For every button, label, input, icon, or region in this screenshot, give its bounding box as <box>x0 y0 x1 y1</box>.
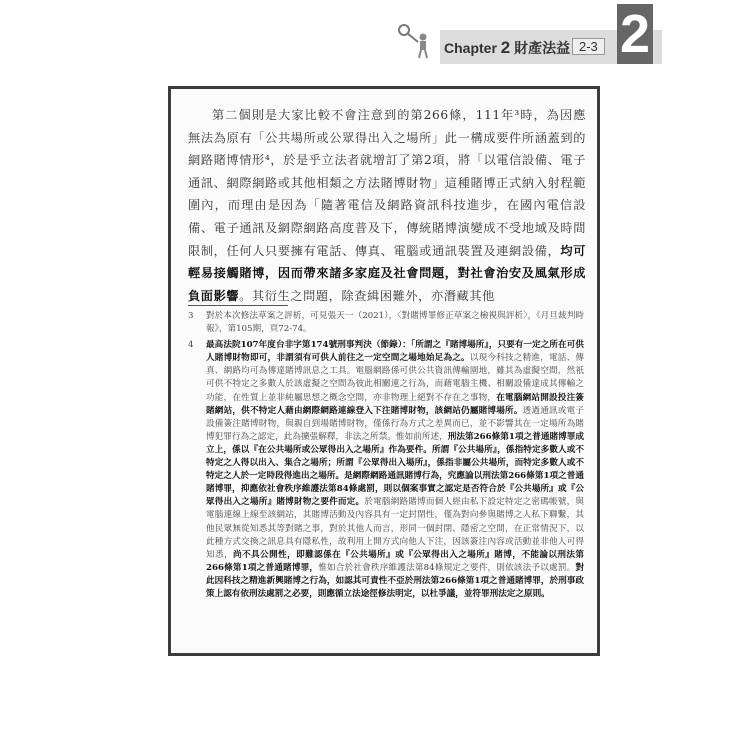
paragraph-bold-text: 均可輕易接觸賭博，因而帶來諸多家庭及社會問題，對社會治安及風氣形成負面影響 <box>188 243 587 303</box>
chapter-number: 2 <box>500 38 511 57</box>
footnote-text <box>206 311 584 334</box>
paragraph-tail-text: 。其衍生之問題，除查緝困難外，亦潛藏其他 <box>239 288 495 303</box>
footnote-segment: 對於本次修法草案之評析，可見張天一（2021），〈對賭博罪修正草案之檢視與評析〉，《月旦裁判時報》，第105期，頁72-74。 <box>206 311 584 335</box>
chapter-tab: 2 <box>617 4 653 64</box>
footnote <box>188 339 584 601</box>
paragraph-text: 第二個則是大家比較不會注意到的第266條，111年³時，為因應無法為原有「公共場所或公眾得出入之場所」此一構成要件所涵蓋到的網路賭博情形⁴，於是乎立法者就增訂了第2項，將「以電信設備、電子通訊、網際網路或其他相類之方法賭博財物」這種賭博正式納入射程範圍內，而理由是因為「隨著電信及網路資訊科技進步，在國內電信設備、電子通訊及網際網路高度普及下，傳統賭博演變成不受地域及時間限制，任何人只要擁有電話、傳真、電腦或通訊裝置及連網設備， <box>188 108 586 258</box>
paragraph <box>188 104 586 307</box>
footnote-divider <box>188 305 288 306</box>
footnote-number: 4 <box>188 340 194 351</box>
magnifier-person-icon <box>396 22 436 60</box>
page-number: 2-3 <box>572 38 605 55</box>
chapter-label: Chapter <box>444 40 497 56</box>
footnote-bold-segment: 刑法第266條第1項之普通賭博罪成立上，係以『在公共場所或公眾得出入之場所』作為要件。所謂『公共場所』，係指特定多數人或不特定之人得以出入、集合之場所；所謂『公眾得出入場所』，係指非屬公共場所，而特定多數人或不特定之人於一定時段得進出之場所。是網際網路通訊賭博行為，究應論以刑法第266條第1項之普通賭博罪，抑應依社會秩序維護法第84條處罰，則以個案事實之認定是否符合於『公共場所』或『公眾得出入之場所』賭博財物之要件而定。 <box>206 431 584 508</box>
footnote-segment: 惟如合於社會秩序維護法第84條規定之要件，則依該法予以處罰。 <box>318 562 576 573</box>
footnote-text <box>206 340 584 599</box>
footnote <box>188 310 584 336</box>
footnote-bold-segment: 對此因科技之精進新興賭博之行為，如認其可責性不亞於刑法第266條第1項之普通賭博罪，於刑事政策上認有依刑法處罰之必要，則應循立法途徑修法明定，以杜爭議，並符罪刑法定之原則。 <box>206 562 585 599</box>
footnote-segment: 透過通訊或電子設備簽注賭博財物，與親自到場賭博財物，僅係行為方式之差異而已，並不影響其在一定場所為賭博犯罪行為之認定，此為擴張解釋，非法之所禁。惟如前所述， <box>206 405 584 442</box>
footnote-segment: 於電腦網路賭博而個人經由私下設定特定之密碼帳號，與電腦連線上線至該網站，其賭博活動及內容具有一定封閉性，僅為對向參與賭博之人私下聯繫，其他民眾無從知悉其等對賭之事，對於其他人而言，形同一個封閉、隱密之空間，在正常情況下，以此種方式交換之訊息具有隱私性，故利用上開方式向他人下注，因該簽注內容或活動並非他人可得知悉， <box>206 497 584 560</box>
footnotes <box>188 310 584 601</box>
chapter-title: 財產法益 <box>514 40 571 56</box>
footnote-segment: 以現今科技之精進，電話、傳真、網路均可為傳達賭博訊息之工具。電腦網路係可供公共資訊傳輸園地，雖其為虛擬空間，然祇可供不特定之多數人於該虛擬之空間為彼此相關連之行為，而藉電腦主機、相關設備達成其傳輸之功能，在性質上並非純屬思想之概念空間，亦非物理上絕對不存在之事物， <box>206 353 584 403</box>
footnote-bold-segment: 尚不具公開性，即難認係在『公共場所』或『公眾得出入之場所』賭博，不能論以刑法第266條第1項之普通賭博罪， <box>206 549 584 573</box>
chapter-heading <box>444 38 570 58</box>
footnote-bold-segment: 最高法院107年度台非字第174號刑事判決（節錄）：「所謂之『賭博場所』，只要有一定之所在可供人賭博財物即可，非謂須有可供人前往之一定空間之場地始足為之。 <box>206 340 584 364</box>
body-text <box>188 104 586 307</box>
footnote-bold-segment: 在電腦網站開設投注簽賭網站，供不特定人藉由網際網路連線登入下注賭博財物，該網站仍屬賭博場所。 <box>206 392 584 416</box>
footnote-number: 3 <box>188 311 194 321</box>
